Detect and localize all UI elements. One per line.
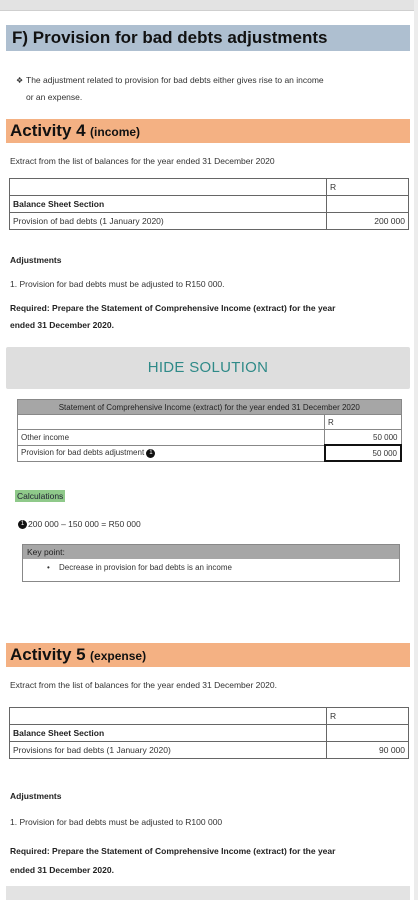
- other-income-value: 50 000: [325, 430, 402, 446]
- intro-line-2: or an expense.: [26, 92, 83, 102]
- calculations-label: Calculations: [17, 491, 64, 501]
- provision-adjustment-value: 50 000: [325, 445, 402, 461]
- provision-value-cell: 200 000: [327, 213, 409, 230]
- calculation-text: 200 000 – 150 000 = R50 000: [28, 519, 141, 529]
- scroll-edge: [414, 0, 418, 900]
- solution-income-statement-table: [17, 399, 402, 462]
- provision-value-cell: 90 000: [327, 742, 409, 759]
- section-label-cell: Balance Sheet Section: [10, 725, 327, 742]
- bullet-dot-icon: •: [47, 563, 50, 572]
- statement-heading-cell: Statement of Comprehensive Income (extract) for the year ended 31 December 2020: [18, 400, 402, 415]
- key-point-text: Decrease in provision for bad debts is an income: [59, 563, 232, 572]
- provision-adjustment-label: [18, 445, 325, 461]
- activity-4-extract: Extract from the list of balances for the year ended 31 December 2020: [10, 156, 275, 166]
- activity-5-title: Activity 5: [10, 645, 86, 664]
- key-point-heading: Key point:: [23, 545, 399, 559]
- currency-header: R: [327, 708, 409, 725]
- diamond-bullet-icon: ❖: [16, 76, 24, 85]
- activity-5-subtitle: (expense): [90, 649, 147, 663]
- numbered-marker-icon: 1: [18, 520, 27, 529]
- top-edge-strip: [0, 0, 418, 11]
- table-cell-empty: [10, 179, 327, 196]
- table-cell-empty: [18, 415, 325, 430]
- key-point-box: [22, 544, 400, 582]
- numbered-marker-icon: 1: [146, 449, 155, 458]
- other-income-label: Other income: [18, 430, 325, 446]
- activity-5-required-line-1: Required: Prepare the Statement of Comprehensive Income (extract) for the year: [10, 846, 336, 856]
- section-heading: F) Provision for bad debts adjustments: [6, 25, 410, 51]
- activity-5-adjustment-1: 1. Provision for bad debts must be adjusted to R100 000: [10, 817, 223, 827]
- activity-4-balance-table: [9, 178, 409, 230]
- bottom-edge-strip: [6, 886, 410, 900]
- section-label-cell: Balance Sheet Section: [10, 196, 327, 213]
- activity-5-balance-table: [9, 707, 409, 759]
- activity-4-title: Activity 4: [10, 121, 86, 140]
- currency-header: R: [327, 179, 409, 196]
- activity-4-heading: [6, 119, 410, 143]
- activity-5-adjustments-heading: Adjustments: [10, 791, 62, 801]
- table-cell-empty: [10, 708, 327, 725]
- calculation-line: [18, 519, 141, 529]
- activity-4-subtitle: (income): [90, 125, 141, 139]
- intro-line-1: The adjustment related to provision for bad debts either gives rise to an income: [26, 75, 324, 85]
- intro-bullet: [16, 72, 406, 106]
- provision-label-cell: Provision of bad debts (1 January 2020): [10, 213, 327, 230]
- activity-5-heading: [6, 643, 410, 667]
- activity-4-required-line-2: ended 31 December 2020.: [10, 320, 114, 330]
- activity-5-required-line-2: ended 31 December 2020.: [10, 865, 114, 875]
- provision-adjustment-text: Provision for bad debts adjustment: [21, 448, 145, 458]
- table-cell-empty: [327, 725, 409, 742]
- hide-solution-button[interactable]: HIDE SOLUTION: [6, 347, 410, 389]
- activity-4-required-line-1: Required: Prepare the Statement of Comprehensive Income (extract) for the year: [10, 303, 336, 313]
- key-point-item: [23, 559, 399, 572]
- currency-header: R: [325, 415, 402, 430]
- activity-4-adjustments-heading: Adjustments: [10, 255, 62, 265]
- table-cell-empty: [327, 196, 409, 213]
- provision-label-cell: Provisions for bad debts (1 January 2020): [10, 742, 327, 759]
- activity-5-extract: Extract from the list of balances for the year ended 31 December 2020.: [10, 680, 277, 690]
- activity-4-adjustment-1: 1. Provision for bad debts must be adjusted to R150 000.: [10, 279, 225, 289]
